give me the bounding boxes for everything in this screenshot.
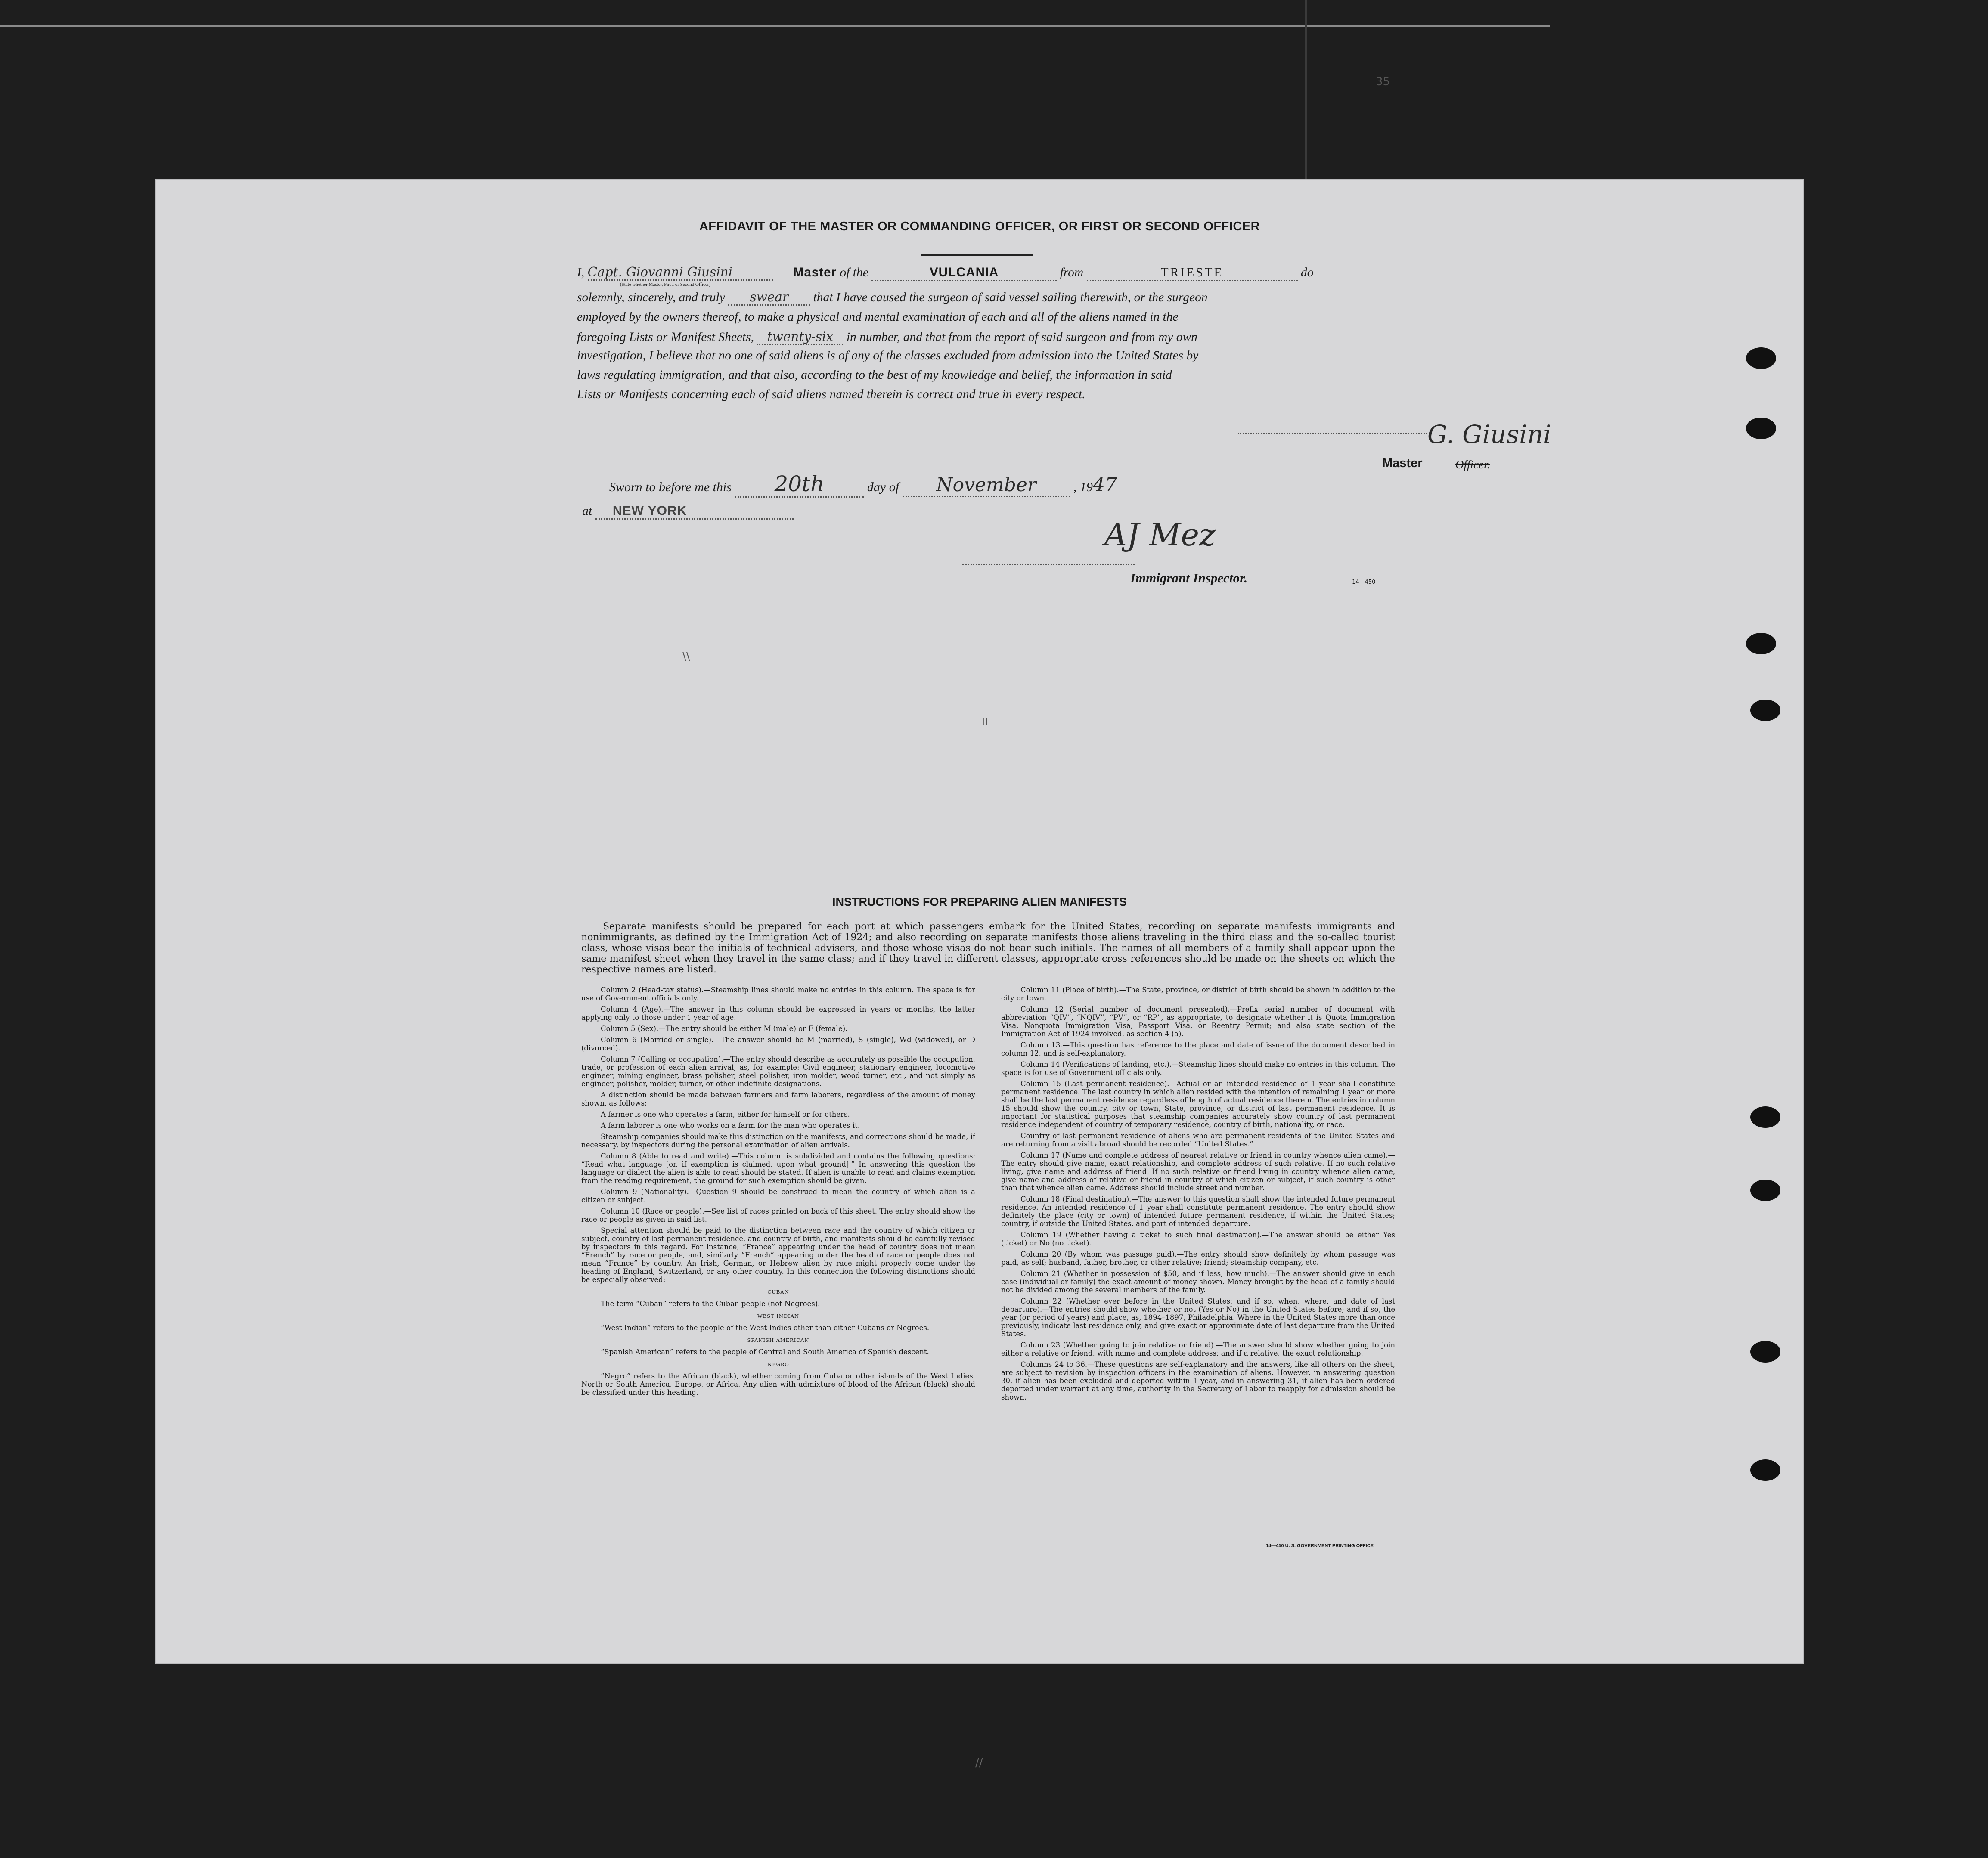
instruction-paragraph: A farmer is one who operates a farm, either for himself or for others. (601, 1110, 850, 1118)
instructions-right-column (1001, 986, 1395, 1556)
affidavit-text: I, (577, 266, 585, 279)
instruction-paragraph: Column 15 (Last permanent residence).—Actual or an intended residence of 1 year shall constitute permanent residence. The last country in which alien resided with the intention of remaining 1 year or more shall be the last permanent residence regardless of length of actual residence therein. The entries in column 15 should show the country, city or town, State, province, or district of last permanent residence. It is important for statistical purposes that steamship companies accurately show country of last permanent residence independent of country of temporary residence, country of birth, nationality, or race. (1001, 1080, 1395, 1129)
instruction-paragraph: Column 13.—This question has reference to the place and date of issue of the document described in column 12, and is self-explanatory. (1001, 1041, 1395, 1057)
oath-type-handwritten: swear (728, 290, 810, 306)
scan-smudge: // (975, 1756, 983, 1769)
punch-hole (1750, 700, 1780, 721)
vessel-name: VULCANIA (871, 265, 1057, 281)
affidavit-line-1 (577, 265, 1554, 281)
punch-hole (1746, 633, 1776, 654)
instruction-paragraph: “West Indian” refers to the people of the West Indies other than either Cubans or Negroes. (601, 1324, 930, 1332)
affidavit-text: do (1300, 266, 1314, 279)
instruction-paragraph: Column 19 (Whether having a ticket to such final destination).—The answer should be either Yes (ticket) or No (no ticket). (1001, 1231, 1395, 1247)
form-number: 14—450 (1352, 579, 1376, 585)
signature-line (962, 564, 1135, 565)
sworn-statement (609, 471, 1384, 502)
sworn-text: , 19 (1073, 480, 1093, 494)
master-signature-rank: Master (1382, 456, 1423, 470)
instruction-paragraph: Columns 24 to 36.—These questions are self-explanatory and the answers, like all others on the sheet, are subject to revision by inspection officers in the examination of aliens. However, in answering question 30, if alien has been excluded and deported within 1 year, and in answering 31, if alien has been ordered deported under warrant at any time, authority in the Secretary of Labor to reapply for admission should be shown. (1001, 1360, 1395, 1401)
inspector-signature: AJ Mez (1104, 517, 1216, 553)
signature-line (1238, 433, 1427, 434)
punch-hole (1746, 418, 1776, 439)
instruction-paragraph: Column 10 (Race or people).—See list of races printed on back of this sheet. The entry should show the race or people as given in said list. (581, 1207, 975, 1223)
sworn-year-handwritten: 47 (1093, 474, 1117, 496)
sworn-text: Sworn to before me this (609, 480, 732, 494)
instruction-paragraph: “Spanish American” refers to the people of Central and South America of Spanish descent. (601, 1348, 929, 1356)
affidavit-line-3: employed by the owners thereof, to make a physical and mental examination of each and all of the aliens named in the (577, 310, 1179, 324)
instruction-paragraph: Column 21 (Whether in possession of $50, and if less, how much).—The answer should give in each case (individual or family) the exact amount of money shown. Money brought by the head of a family should not be divided among the several members of the family. (1001, 1270, 1395, 1294)
officer-rank: Master (793, 265, 837, 279)
inspector-signature-block (962, 512, 1298, 590)
punch-hole (1750, 1180, 1780, 1201)
instruction-paragraph: Column 6 (Married or single).—The answer should be M (married), S (single), Wd (widowed), or D (divorced). (581, 1036, 975, 1052)
instruction-paragraph: A distinction should be made between farmers and farm laborers, regardless of the amount of money shown, as follows: (581, 1091, 975, 1107)
instructions-left-column (581, 986, 975, 1556)
punch-hole (1750, 1341, 1780, 1363)
instruction-paragraph: Steamship companies should make this distinction on the manifests, and corrections should be made, if necessary, by inspectors during the personal examination of alien arrivals. (581, 1133, 975, 1149)
sworn-text: at (582, 504, 592, 518)
affidavit-text: from (1060, 266, 1084, 279)
instruction-paragraph: Column 2 (Head-tax status).—Steamship lines should make no entries in this column. The space is for use of Government officials only. (581, 986, 975, 1002)
section-heading-cuban: CUBAN (767, 1289, 789, 1295)
affidavit-line-5: investigation, I believe that no one of said aliens is of any of the classes excluded from admission into the United States by (577, 349, 1199, 362)
scan-corner-mark: 35 (1376, 75, 1390, 88)
section-heading-west-indian: WEST INDIAN (757, 1313, 800, 1319)
sheet-count-handwritten: twenty-six (757, 329, 843, 345)
sworn-location (582, 504, 840, 525)
title-rule (921, 254, 1033, 256)
affidavit-line-2 (577, 290, 1554, 306)
instruction-paragraph: Column 11 (Place of birth).—The State, province, or district of birth should be shown in addition to the city or town. (1001, 986, 1395, 1002)
affidavit-text: foregoing Lists or Manifest Sheets, (577, 330, 754, 344)
instructions-title: INSTRUCTIONS FOR PREPARING ALIEN MANIFESTS (832, 895, 1127, 908)
affidavit-title: AFFIDAVIT OF THE MASTER OR COMMANDING OFFICER, OR FIRST OR SECOND OFFICER (699, 220, 1260, 233)
sworn-day-handwritten: 20th (735, 471, 864, 498)
instruction-paragraph: Column 17 (Name and complete address of nearest relative or friend in country whence alien came).—The entry should give name, exact relationship, and complete address of such relative. If no such relative living, give name and address of friend. If no such relative or friend living in country whence alien came, give name and address of relative or friend in country of which citizen or subject, if such country is other than that whence alien came. Address should include street and number. (1001, 1151, 1395, 1192)
master-signature: G. Giusini (1427, 420, 1551, 449)
scan-edge-line (0, 25, 1550, 27)
instruction-paragraph: The term “Cuban” refers to the Cuban people (not Negroes). (601, 1300, 820, 1308)
officer-note: (State whether Master, First, or Second Officer) (620, 282, 711, 287)
affidavit-text: that I have caused the surgeon of said vessel sailing therewith, or the surgeon (813, 291, 1208, 304)
instruction-paragraph: Column 5 (Sex).—The entry should be either M (male) or F (female). (601, 1025, 848, 1033)
punch-hole (1746, 347, 1776, 369)
sworn-text: day of (867, 480, 899, 494)
affidavit-text: in number, and that from the report of said surgeon and from my own (846, 330, 1197, 344)
punch-hole (1750, 1459, 1780, 1481)
manifest-page (155, 179, 1804, 1664)
affidavit-text: solemnly, sincerely, and truly (577, 291, 725, 304)
affidavit-line-7: Lists or Manifests concerning each of said aliens named therein is correct and true in every respect. (577, 387, 1085, 401)
instructions-intro: Separate manifests should be prepared for each port at which passengers embark for the United States, recording on separate manifests immigrants and nonimmigrants, as defined by the Immigration Act of 1924; and also recording on separate manifests those aliens traveling in the third class and the so-called tourist class, whose visas bear the initials of technical advisers, and those whose visas do not bear such initials. The names of all members of a family shall appear upon the same manifest sheet when they travel in the same class; and if they travel in different classes, appropriate cross references should be made on the sheets on which the respective names are listed. (581, 921, 1395, 975)
affidavit-text: of the (840, 266, 868, 279)
instruction-paragraph: A farm laborer is one who works on a farm for the man who operates it. (601, 1121, 860, 1130)
affidavit-line-4 (577, 329, 1554, 345)
instruction-paragraph: Column 9 (Nationality).—Question 9 should be construed to mean the country of which alien is a citizen or subject. (581, 1188, 975, 1204)
instruction-paragraph: “Negro” refers to the African (black), whether coming from Cuba or other islands of the West Indies, North or South America, Europe, or Africa. Any alien with admixture of blood of the African (black) should be classified under this heading. (581, 1372, 975, 1397)
instruction-paragraph: Column 14 (Verifications of landing, etc.).—Steamship lines should make no entries in this column. The space is for use of Government officials only. (1001, 1060, 1395, 1077)
punch-hole (1750, 1106, 1780, 1128)
instruction-paragraph: Column 7 (Calling or occupation).—The entry should describe as accurately as possible the occupation, trade, or profession of each alien arrival, as, for example: Civil engineer, stationary engineer, locomotive engineer, mining engineer, brass polisher, steel polisher, iron molder, wood turner, etc., and not simply as engineer, polisher, molder, turner, or other indefinite designations. (581, 1055, 975, 1088)
instruction-paragraph: Column 18 (Final destination).—The answer to this question shall show the intended future permanent residence. An intended residence of 1 year shall constitute permanent residence. The entry should show definitely the place (city or town) of intended future permanent residence, if within the United States; country, if outside the United States, and port of intended departure. (1001, 1195, 1395, 1228)
instruction-paragraph: Special attention should be paid to the distinction between race and the country of which citizen or subject, country of last permanent residence, and country of birth, and manifests should be carefully revised by inspectors in this regard. For instance, “France” appearing under the head of country does not mean “French” by race or people, and, similarly “French” appearing under the head of race or people does not mean “France” by country. An Irish, German, or Hebrew alien by race might properly come under the heading of England, Switzerland, or any other country. In this connection the following distinctions should be especially observed: (581, 1226, 975, 1284)
inspector-label: Immigrant Inspector. (1130, 570, 1248, 585)
section-heading-negro: NEGRO (767, 1361, 789, 1367)
officer-struck-label: Officer. (1455, 458, 1490, 471)
instruction-paragraph: Column 8 (Able to read and write).—This column is subdivided and contains the following questions: “Read what language [or, if exemption is claimed, upon what ground].” In answering this question the language or dialect the alien is able to read should be stated. If alien is unable to read and claims exemption from the reading requirement, the ground for such exemption should be given. (581, 1152, 975, 1185)
sworn-month-handwritten: November (903, 474, 1070, 497)
departure-port: TRIESTE (1087, 266, 1298, 281)
instruction-paragraph: Column 4 (Age).—The answer in this column should be expressed in years or months, the latter applying only to those under 1 year of age. (581, 1005, 975, 1022)
instruction-paragraph: Column 12 (Serial number of document presented).—Prefix serial number of document with abbreviation “QIV”, “NQIV”, “PV”, or “RP”, as appropriate, to designate whether it is Quota Immigration Visa, Nonquota Immigration Visa, Passport Visa, or Reentry Permit; and also state section of the Immigration Act of 1924 involved, as section 4 (a). (1001, 1005, 1395, 1038)
affidavit-line-6: laws regulating immigration, and that also, according to the best of my knowledge and belief, the information in said (577, 368, 1172, 382)
instruction-paragraph: Column 22 (Whether ever before in the United States; and if so, when, where, and date of last departure).—The entries should show whether or not (Yes or No) in the United States before; and if so, the year (or period of years) and place, as, 1894–1897, Philadelphia. Where in the United States more than once previously, indicate last residence only, and give exact or approximate date of last departure from the United States. (1001, 1297, 1395, 1338)
sworn-place: NEW YORK (595, 504, 794, 520)
scan-smudge: \\ (682, 650, 690, 663)
printing-office-note: 14—450 U. S. GOVERNMENT PRINTING OFFICE (1266, 1543, 1374, 1548)
instruction-paragraph: Column 20 (By whom was passage paid).—The entry should show definitely by whom passage was paid, as self; husband, father, brother, or other relative; friend; steamship company, etc. (1001, 1250, 1395, 1267)
instruction-paragraph: Country of last permanent residence of aliens who are permanent residents of the United States and are returning from a visit abroad should be recorded “United States.” (1001, 1132, 1395, 1148)
scan-smudge: ıı (982, 715, 988, 728)
instruction-paragraph: Column 23 (Whether going to join relative or friend).—The answer should show whether going to join either a relative or friend, with name and complete address; and if a relative, the exact relationship. (1001, 1341, 1395, 1357)
section-heading-spanish-american: SPANISH AMERICAN (747, 1337, 809, 1343)
officer-name-handwritten: Capt. Giovanni Giusini (588, 265, 773, 281)
